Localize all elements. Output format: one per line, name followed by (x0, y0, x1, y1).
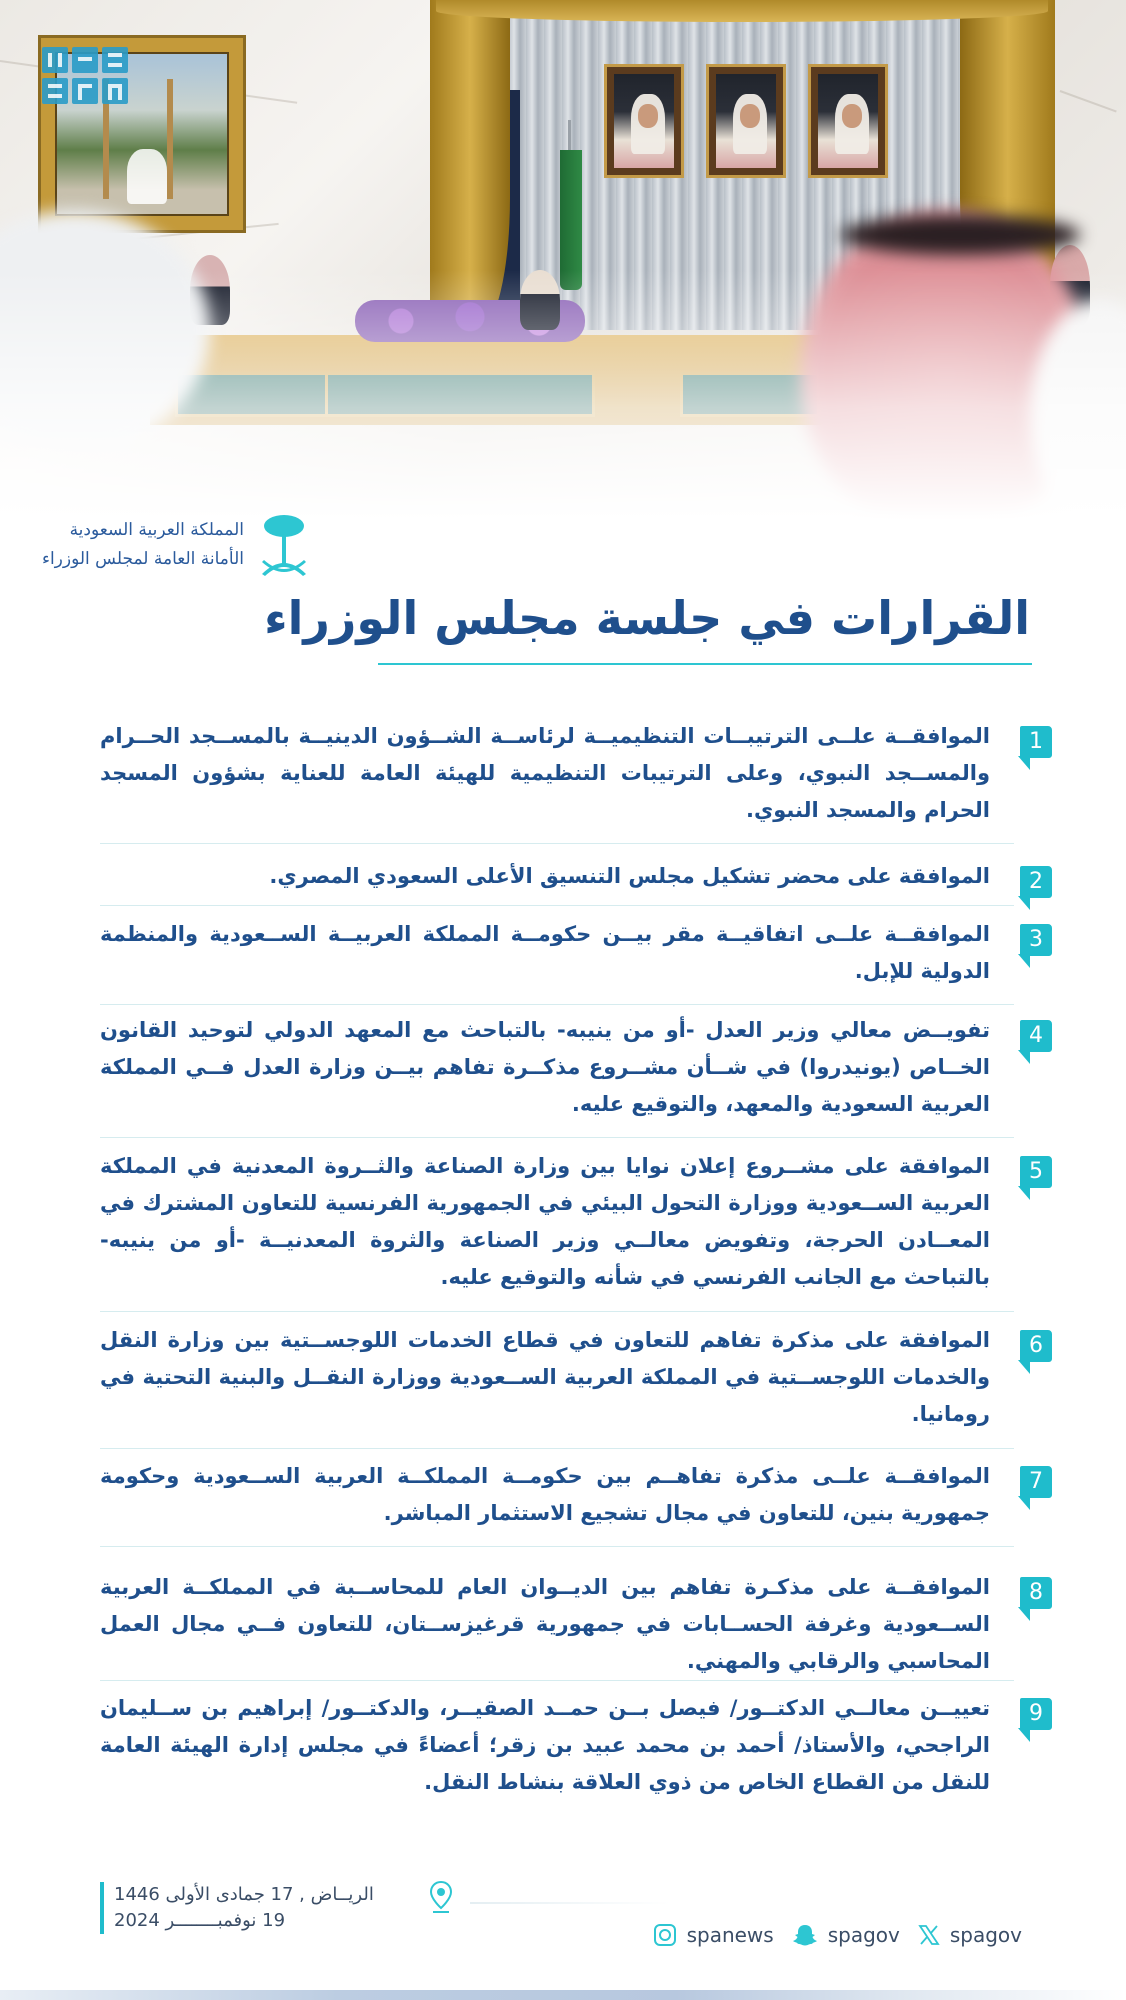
date-block (100, 1882, 374, 1934)
speech-bubble-tail-icon (1018, 1360, 1030, 1374)
portrait-king (808, 64, 888, 178)
gregorian-date: 19 نوفمبــــــــر 2024 (114, 1910, 286, 1931)
instagram-icon[interactable] (653, 1923, 677, 1947)
x-icon[interactable] (918, 1924, 940, 1946)
instagram-handle[interactable]: spanews (686, 1923, 774, 1947)
divider (100, 1004, 1014, 1005)
decision-number-badge: 6 (1020, 1330, 1052, 1362)
logo-line-2: الأمانة العامة لمجلس الوزراء (41, 549, 244, 569)
logo-line-1: المملكة العربية السعودية (69, 520, 244, 540)
decision-text: الموافقــة على مذكـرة تفاهم بين الديــوان العام للمحاســبة في المملكــة العربية الســعودية وغرفة الحســابات في جمهورية قرغيزســتان، للتعاون فــي مجال العمل المحاسبي والرقابي والمهني. (100, 1575, 990, 1673)
decision-number-badge: 7 (1020, 1466, 1052, 1498)
speech-bubble-tail-icon (1018, 756, 1030, 770)
bottom-gradient-bar (0, 1990, 1126, 2000)
photo-fade (0, 270, 1126, 520)
decision-number-badge: 4 (1020, 1020, 1052, 1052)
snapchat-handle[interactable]: spagov (827, 1923, 900, 1947)
portrait-founder (706, 64, 786, 178)
decision-item-7 (96, 1458, 1056, 1538)
decision-item-1 (96, 718, 1056, 838)
decision-number-badge: 9 (1020, 1698, 1052, 1730)
palm-emblem-icon (256, 512, 312, 582)
decision-text: الموافقة على مشــروع إعلان نوايا بين وزارة الصناعة والثــروة المعدنية في المملكة العربية الســعودية ووزارة التحول البيئي في الجمهورية الفرنسية للتعاون المشترك في المعــادن الحرجة، وتفويض معالــي وزير الصناعة والثروة المعدنيــة -أو من ينيبه- بالتباحث مع الجانب الفرنسي في شأنه والتوقيع عليه. (100, 1154, 990, 1289)
divider (100, 1680, 1014, 1681)
speech-bubble-tail-icon (1018, 1186, 1030, 1200)
divider (100, 843, 1014, 844)
painting-column (167, 79, 173, 199)
header-photo (0, 0, 1126, 520)
foreground-agal-blur (840, 215, 1080, 255)
decision-text: الموافقة على مذكرة تفاهم للتعاون في قطاع الخدمات اللوجســتية بين وزارة النقل والخدمات اللوجســتية في المملكة العربية الســعودية ووزارة النقــل والبنية التحتية في رومانيا. (100, 1328, 990, 1426)
decision-number-badge: 8 (1020, 1577, 1052, 1609)
painting-fountain (127, 149, 167, 204)
decision-number-badge: 2 (1020, 866, 1052, 898)
divider (100, 905, 1014, 906)
snapchat-icon[interactable] (792, 1923, 818, 1947)
decision-text: تفويــض معالي وزير العدل -أو من ينيبه- بالتباحث مع المعهد الدولي لتوحيد القانون الخــاص (يونيدروا) في شــأن مشــروع مذكــرة تفاهم بيــن وزارة العدل فــي المملكة العربية السعودية والمعهد، والتوقيع عليه. (100, 1018, 990, 1116)
decision-text: الموافقــة علــى الترتيبــات التنظيميــة لرئاســة الشــؤون الدينيــة بالمســجد الحــرام والمســجد النبوي، وعلى الترتيبات التنظيمية للهيئة العامة للعناية بشؤون المسجد الحرام والمسجد النبوي. (100, 724, 990, 822)
decision-item-9 (96, 1690, 1056, 1808)
page-title: القرارات في جلسة مجلس الوزراء (264, 591, 1030, 645)
divider (100, 1546, 1014, 1547)
portrait-crown-prince (604, 64, 684, 178)
government-logo (41, 510, 312, 586)
speech-bubble-tail-icon (1018, 1496, 1030, 1510)
decision-number-badge: 3 (1020, 924, 1052, 956)
decision-text: الموافقــة علــى اتفاقيــة مقر بيــن حكومــة المملكة العربيــة الســعودية والمنظمة الدولية للإبل. (100, 922, 990, 983)
speech-bubble-tail-icon (1018, 954, 1030, 968)
divider (100, 1137, 1014, 1138)
title-underline (378, 663, 1032, 665)
curtain-valance (436, 0, 1048, 22)
speech-bubble-tail-icon (1018, 896, 1030, 910)
social-links (653, 1918, 1030, 1952)
map-pin-icon (429, 1880, 453, 1914)
speech-bubble-tail-icon (1018, 1050, 1030, 1064)
decision-item-6 (96, 1322, 1056, 1440)
decision-text: الموافقة على محضر تشكيل مجلس التنسيق الأعلى السعودي المصري. (269, 864, 990, 888)
spa-watermark-logo (40, 45, 130, 107)
footer-rule (470, 1902, 670, 1904)
divider (100, 1448, 1014, 1449)
decision-item-4 (96, 1012, 1056, 1130)
decision-text: الموافقــة علــى مذكرة تفاهــم بين حكومــة المملكــة العربية الســعودية وحكومة جمهورية بنين، للتعاون في مجال تشجيع الاستثمار المباشر. (100, 1464, 990, 1525)
decision-item-3 (96, 916, 1056, 996)
decision-number-badge: 5 (1020, 1156, 1052, 1188)
marble-texture (1060, 90, 1117, 112)
x-handle[interactable]: spagov (949, 1923, 1022, 1947)
decision-item-8 (96, 1569, 1056, 1687)
divider (100, 1311, 1014, 1312)
decision-item-2 (96, 858, 1056, 898)
decision-text: تعييــن معالــي الدكتــور/ فيصل بــن حمــد الصقيــر، والدكتــور/ إبراهيم بن ســليمان الراجحي، والأستاذ/ أحمد بن محمد عبيد بن زقر؛ أعضاءً في مجلس إدارة الهيئة العامة للنقل من القطاع الخاص من ذوي العلاقة بنشاط النقل. (100, 1696, 990, 1794)
logo-calligraphy (41, 516, 244, 574)
speech-bubble-tail-icon (1018, 1728, 1030, 1742)
hijri-date: الريــاض , 17 جمادى الأولى 1446 (114, 1884, 374, 1905)
saudi-flag (560, 150, 582, 290)
decision-item-5 (96, 1148, 1056, 1303)
speech-bubble-tail-icon (1018, 1607, 1030, 1621)
decision-number-badge: 1 (1020, 726, 1052, 758)
